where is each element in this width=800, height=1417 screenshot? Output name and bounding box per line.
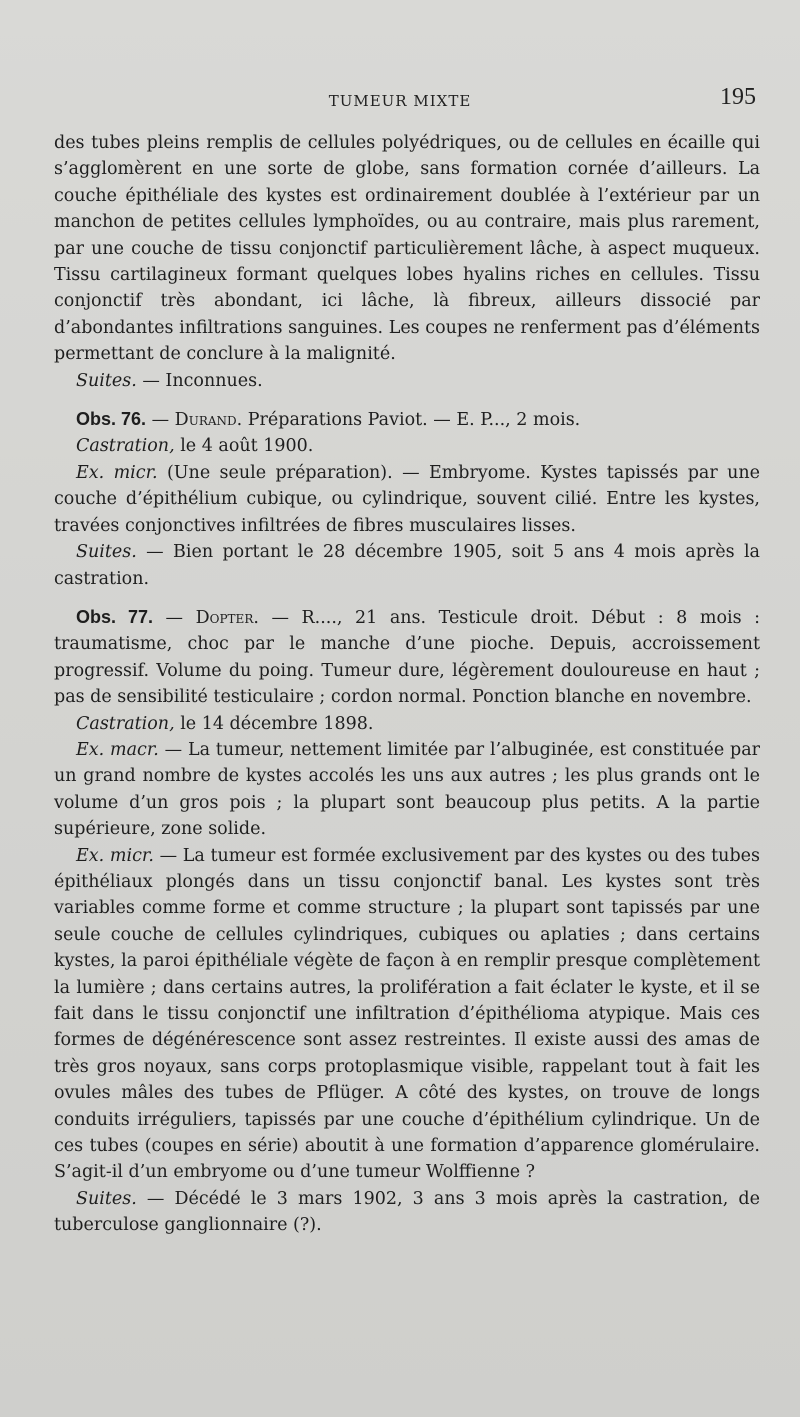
obs-76-dash: — — [146, 410, 175, 431]
obs-77-label: Obs. 77. — [76, 606, 154, 627]
obs-76-ex-micr-label: Ex. micr. — [76, 462, 158, 483]
obs-77-ex-macr-label: Ex. macr. — [76, 739, 159, 760]
obs-77-heading — [54, 604, 760, 711]
running-title: TUMEUR MIXTE — [328, 92, 472, 110]
suites-label: Suites. — [76, 370, 137, 391]
obs-77-castration-text: le 14 décembre 1898. — [174, 713, 374, 734]
obs-76-castration-text: le 4 août 1900. — [174, 436, 314, 457]
obs-77-ex-macr-text: — La tumeur, nettement limitée par l’albuginée, est constituée par un grand nombre de kystes accolés les uns aux autres ; les plus grands ont le volume d’un gros pois ; la plupart sont beaucoup plus petits. A la partie supérieure, zone solide. — [54, 739, 760, 840]
obs-77-text: . — R...., 21 ans. Testicule droit. Début : 8 mois : traumatisme, choc par le manche d’une pioche. Depuis, accroissement progressif. Volume du poing. Tumeur dure, légèrement douloureuse en haut ; pas de sensibilité testiculaire ; cordon normal. Ponction blanche en novembre. — [54, 607, 761, 708]
obs-76-suites — [54, 539, 760, 592]
obs-76-ex-micr-text: (Une seule préparation). — Embryome. Kystes tapissés par une couche d’épithélium cubique, ou cylindrique, souvent cilié. Entre les kystes, travées conjonctives infiltrées de fibres musculaires lisses. — [54, 462, 760, 536]
obs-77-suites-label: Suites. — [76, 1188, 137, 1209]
paragraph-suites-inconnues — [54, 368, 760, 394]
page-number: 195 — [720, 84, 756, 110]
obs-77-ex-macr — [54, 737, 760, 843]
obs-76-castration-label: Castration, — [76, 436, 175, 457]
obs-76-castration — [54, 433, 760, 459]
obs-76-author: Durand — [174, 410, 237, 431]
obs-77-author: Dopter — [195, 607, 254, 628]
obs-76-label: Obs. 76. — [76, 409, 147, 430]
obs-76-ex-micr — [54, 460, 760, 539]
paragraph-continuation: des tubes pleins remplis de cellules polyédriques, ou de cellules en écaille qui s’agglomèrent en une sorte de globe, sans formation cornée d’ailleurs. La couche épithéliale des kystes est ordinairement doublée à l’extérieur par un manchon de petites cellules lymphoïdes, ou au contraire, mais plus rarement, par une couche de tissu conjonctif particulièrement lâche, à aspect muqueux. Tissu cartilagineux formant quelques lobes hyalins riches en cellules. Tissu conjonctif très abondant, ici lâche, là fibreux, ailleurs dissocié par d’abondantes infiltrations sanguines. Les coupes ne renferment pas d’éléments permettant de conclure à la malignité. — [54, 133, 760, 365]
body-text — [54, 130, 760, 1239]
obs-77-ex-micr — [54, 843, 760, 1186]
page-header — [0, 82, 800, 118]
obs-77-castration-label: Castration, — [76, 713, 175, 734]
obs-77-suites-text: — Décédé le 3 mars 1902, 3 ans 3 mois après la castration, de tuberculose ganglionnaire (?). — [54, 1188, 760, 1236]
obs-77-suites — [54, 1186, 760, 1239]
obs-76-text: . Préparations Paviot. — E. P..., 2 mois. — [236, 410, 581, 431]
obs-76-suites-text: — Bien portant le 28 décembre 1905, soit 5 ans 4 mois après la castration. — [54, 542, 760, 589]
obs-77-ex-micr-label: Ex. micr. — [76, 845, 154, 866]
obs-76-suites-label: Suites. — [76, 542, 137, 563]
obs-77-castration — [54, 711, 760, 737]
suites-text: — Inconnues. — [136, 370, 263, 391]
obs-76-heading — [54, 406, 760, 433]
obs-77-dash: — — [153, 607, 196, 628]
obs-77-ex-micr-text: — La tumeur est formée exclusivement par des kystes ou des tubes épithéliaux plongés dans un tissu conjonctif banal. Les kystes sont très variables comme forme et comme structure ; la plupart sont tapissés par une seule couche de cellules cylindriques, cubiques ou aplaties ; dans certains kystes, la paroi épithéliale végète de façon à en remplir presque complètement la lumière ; dans certains autres, la prolifération a fait éclater le kyste, et il se fait dans le tissu conjonctif une infiltration d’épithélioma atypique. Mais ces formes de dégénérescence sont assez restreintes. Il existe aussi des amas de très gros noyaux, sans corps protoplasmique visible, rappelant tout à fait les ovules mâles des tubes de Pflüger. A côté des kystes, on trouve de longs conduits irréguliers, tapissés par une couche d’épithélium cylindrique. Un de ces tubes (coupes en série) aboutit à une formation d’apparence glomérulaire. S’agit-il d’un embryome ou d’une tumeur Wolffienne ? — [54, 845, 760, 1183]
